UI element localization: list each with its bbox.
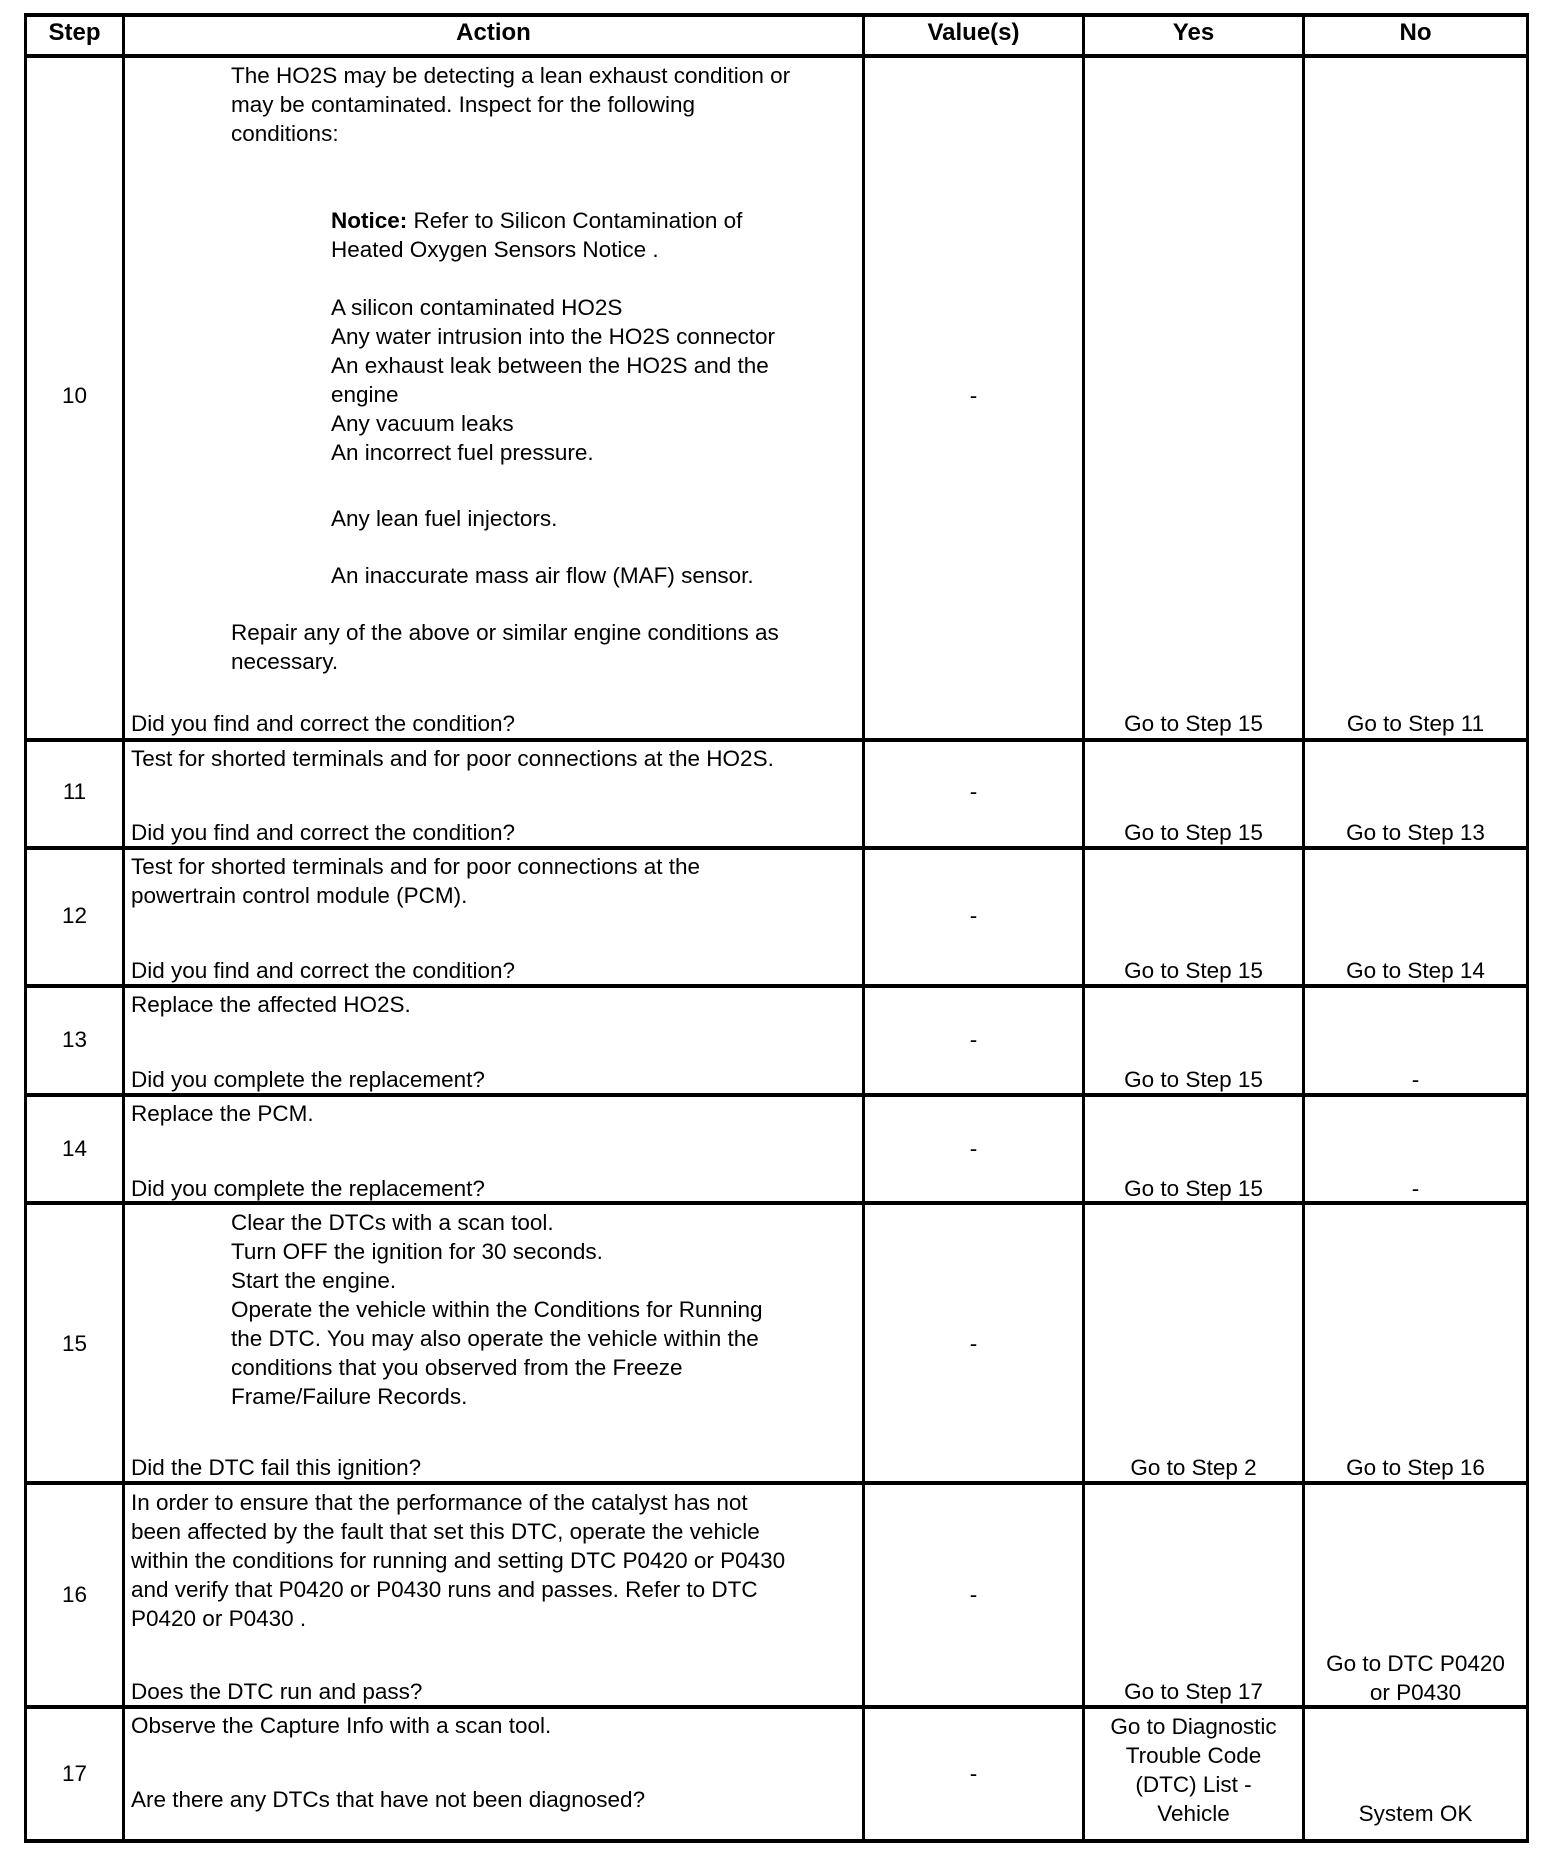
step-question: Did the DTC fail this ignition? [131, 1455, 422, 1480]
no-go-to: Go to Step 16 [1346, 1455, 1485, 1480]
table-border-right [1526, 13, 1529, 1843]
yes-go-to: Go to Step 15 [1124, 711, 1263, 736]
header-no: No [1399, 19, 1432, 46]
step-10-notice: Notice: Refer to Silicon Contamination of Heated Oxygen Sensors Notice . [331, 208, 743, 262]
yes-go-to: Go to Step 17 [1124, 1679, 1263, 1704]
column-divider [122, 13, 125, 1843]
step-action: Observe the Capture Info with a scan tool. [131, 1713, 552, 1738]
no-go-to: System OK [1358, 1801, 1473, 1826]
yes-go-to: Go to Step 2 [1130, 1455, 1257, 1480]
step-number: 16 [61, 1582, 88, 1607]
no-go-to: Go to Step 11 [1346, 711, 1485, 736]
step-question: Did you find and correct the condition? [131, 820, 515, 845]
step-action: Test for shorted terminals and for poor connections at the HO2S. [131, 746, 774, 771]
step-question: Are there any DTCs that have not been diagnosed? [131, 1787, 646, 1812]
column-divider [1082, 13, 1085, 1843]
value-cell: - [969, 903, 978, 928]
yes-go-to: Go to Diagnostic Trouble Code (DTC) List - Vehicle [1110, 1714, 1277, 1826]
step-number: 14 [61, 1136, 88, 1161]
yes-go-to: Go to Step 15 [1124, 1176, 1263, 1201]
no-go-to: Go to DTC P0420 or P0430 [1326, 1651, 1505, 1705]
notice-label: Notice: [331, 208, 408, 233]
step-number: 12 [61, 903, 88, 928]
header-values: Value(s) [927, 19, 1020, 46]
step-question: Did you find and correct the condition? [131, 958, 515, 983]
no-go-to: Go to Step 14 [1346, 958, 1485, 983]
header-step: Step [48, 19, 101, 46]
step-number: 13 [61, 1027, 88, 1052]
step-10-conditions: A silicon contaminated HO2S Any water intrusion into the HO2S connector An exhaust leak between the HO2S and the engine Any vacuum leaks An incorrect fuel pressure. [331, 295, 775, 465]
header-yes: Yes [1172, 19, 1215, 46]
no-go-to: - [1411, 1176, 1420, 1201]
step-10-condition-injectors: Any lean fuel injectors. [331, 506, 558, 531]
value-cell: - [969, 1027, 978, 1052]
value-cell: - [969, 1331, 978, 1356]
step-10-condition-maf: An inaccurate mass air flow (MAF) sensor. [331, 563, 754, 588]
value-cell: - [969, 779, 978, 804]
step-action: Test for shorted terminals and for poor connections at the powertrain control module (PCM). [131, 854, 701, 908]
step-question: Does the DTC run and pass? [131, 1679, 423, 1704]
step-action: Replace the affected HO2S. [131, 992, 411, 1017]
yes-go-to: Go to Step 15 [1124, 958, 1263, 983]
value-cell: - [969, 1136, 978, 1161]
step-question: Did you complete the replacement? [131, 1067, 485, 1092]
step-action: Replace the PCM. [131, 1101, 314, 1126]
value-cell: - [969, 383, 978, 408]
diagnostic-table [24, 13, 1529, 1843]
step-action: In order to ensure that the performance of the catalyst has not been affected by the fault that set this DTC, operate the vehicle within the conditions for running and setting DTC P0420 or P0430 and verify that P0420 or P0430 runs and passes. Refer to DTC P0420 or P0430 . [131, 1490, 786, 1631]
no-go-to: Go to Step 13 [1346, 820, 1485, 845]
yes-go-to: Go to Step 15 [1124, 1067, 1263, 1092]
step-10-intro: The HO2S may be detecting a lean exhaust condition or may be contaminated. Inspect for the following conditions: [231, 63, 791, 146]
value-cell: - [969, 1582, 978, 1607]
step-10-repair: Repair any of the above or similar engine conditions as necessary. [231, 620, 779, 674]
step-number: 10 [61, 383, 88, 408]
header-action: Action [456, 19, 531, 46]
step-action: Clear the DTCs with a scan tool. Turn OFF the ignition for 30 seconds. Start the engine. Operate the vehicle within the Conditions for Running the DTC. You may also operate the vehicle within the conditions that you observed from the Freeze Frame/Failure Records. [231, 1210, 763, 1409]
step-number: 11 [62, 779, 87, 804]
step-question: Did you find and correct the condition? [131, 711, 515, 736]
yes-go-to: Go to Step 15 [1124, 820, 1263, 845]
column-divider [1302, 13, 1305, 1843]
step-question: Did you complete the replacement? [131, 1176, 485, 1201]
step-number: 15 [61, 1331, 88, 1356]
step-number: 17 [61, 1761, 88, 1786]
value-cell: - [969, 1761, 978, 1786]
no-go-to: - [1411, 1067, 1420, 1092]
